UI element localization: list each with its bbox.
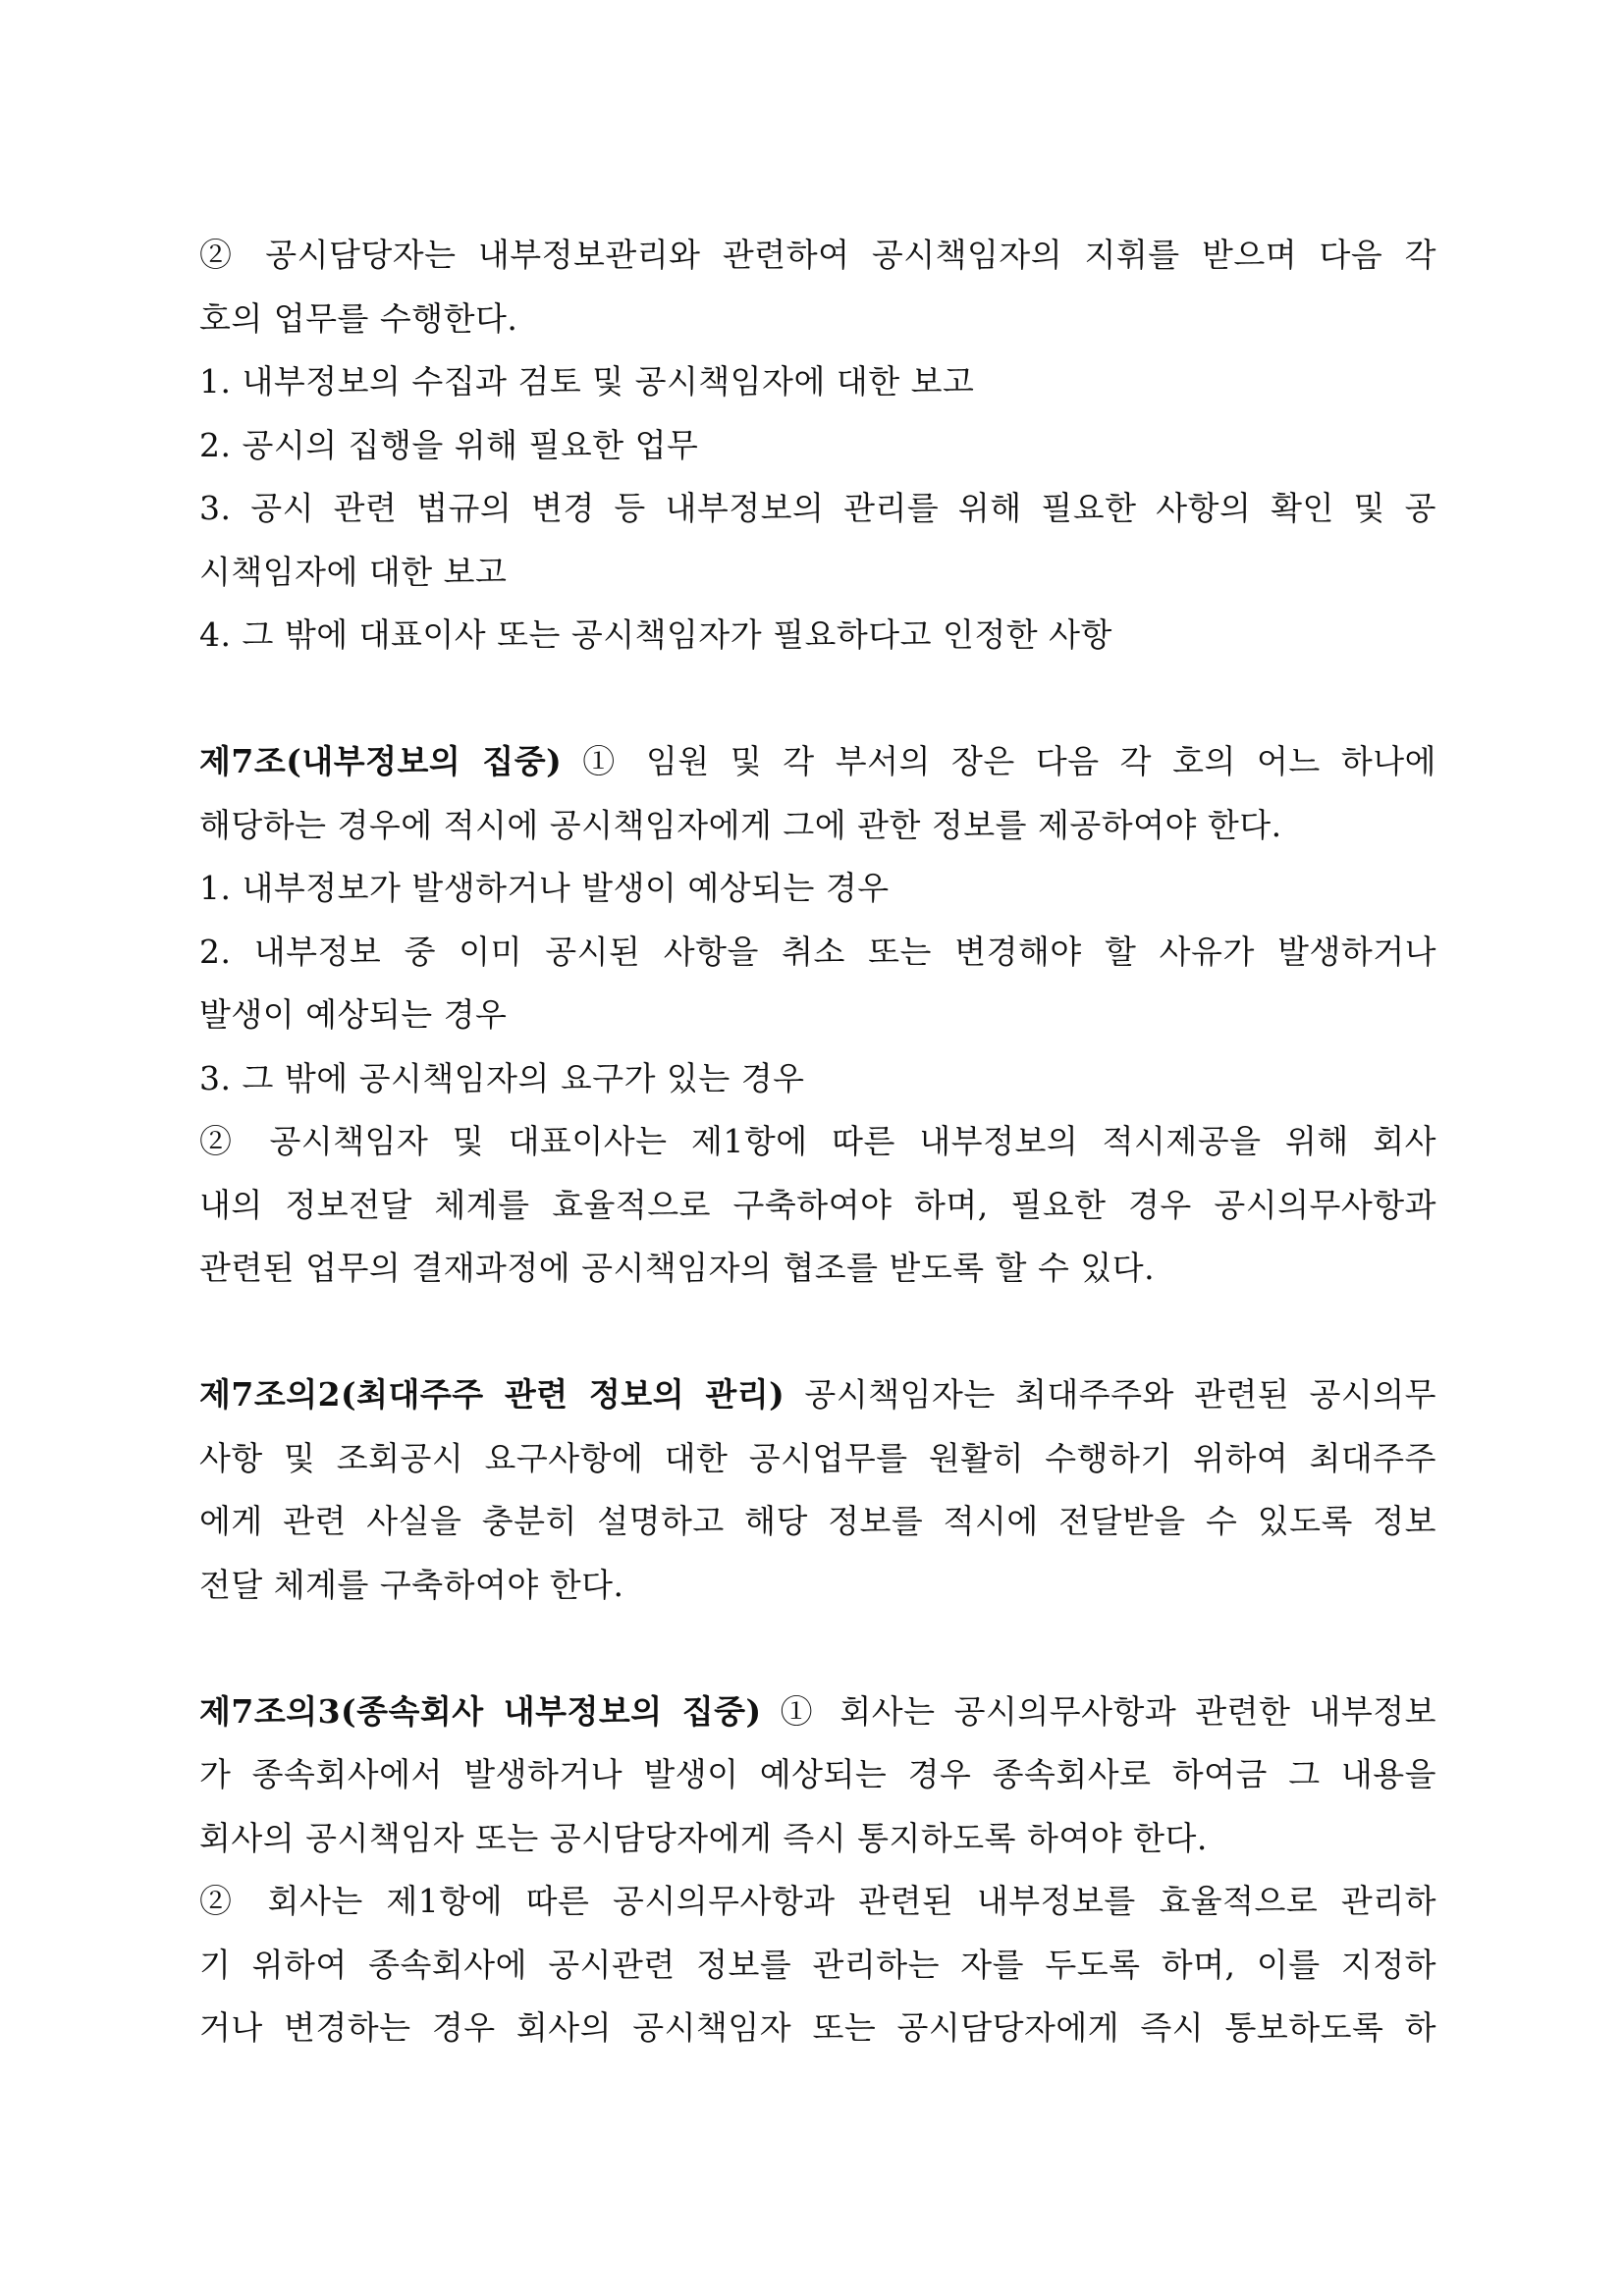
list-item: 3. 공시 관련 법규의 변경 등 내부정보의 관리를 위해 필요한 사항의 확인 및 공 [199, 489, 1436, 527]
paragraph-line: 관련된 업무의 결재과정에 공시책임자의 협조를 받도록 할 수 있다. [199, 1249, 1156, 1287]
article-7-2 [199, 1363, 1436, 1617]
article-7-3 [199, 1681, 1436, 2060]
paragraph-line: 전달 체계를 구축하여야 한다. [199, 1565, 624, 1604]
article-first-line [199, 730, 1436, 794]
paragraph-line: 거나 변경하는 경우 회사의 공시책임자 또는 공시담당자에게 즉시 통보하도록 하 [199, 2008, 1436, 2047]
paragraph-line: 에게 관련 사실을 충분히 설명하고 해당 정보를 적시에 전달받을 수 있도록 정보 [199, 1502, 1436, 1540]
article-first-line [199, 1681, 1436, 1744]
paragraph-line: 내의 정보전달 체계를 효율적으로 구축하여야 하며, 필요한 경우 공시의무사항과 [199, 1185, 1436, 1224]
article-text: ① 회사는 공시의무사항과 관련한 내부정보 [761, 1691, 1437, 1731]
paragraph-line: ② 공시담당자는 내부정보관리와 관련하여 공시책임자의 지휘를 받으며 다음 각 [199, 236, 1436, 274]
list-item: 1. 내부정보의 수집과 검토 및 공시책임자에 대한 보고 [199, 362, 975, 400]
list-item: 1. 내부정보가 발생하거나 발생이 예상되는 경우 [199, 869, 890, 907]
article-first-line [199, 1363, 1436, 1427]
paragraph-line: ② 공시책임자 및 대표이사는 제1항에 따른 내부정보의 적시제공을 위해 회사 [199, 1122, 1436, 1160]
paragraph-line: 기 위하여 종속회사에 공시관련 정보를 관리하는 자를 두도록 하며, 이를 지정하 [199, 1945, 1436, 1984]
paragraph-line: 사항 및 조회공시 요구사항에 대한 공시업무를 원활히 수행하기 위하여 최대주주 [199, 1438, 1436, 1477]
section-gap [199, 667, 1436, 731]
article-heading: 제7조의2(최대주주 관련 정보의 관리) [199, 1375, 785, 1414]
section-gap [199, 1301, 1436, 1364]
paragraph-line: ② 회사는 제1항에 따른 공시의무사항과 관련된 내부정보를 효율적으로 관리하 [199, 1882, 1436, 1920]
list-item: 2. 내부정보 중 이미 공시된 사항을 취소 또는 변경해야 할 사유가 발생하거나 [199, 932, 1436, 971]
paragraph-line: 회사의 공시책임자 또는 공시담당자에게 즉시 통지하도록 하여야 한다. [199, 1818, 1208, 1857]
list-item: 4. 그 밖에 대표이사 또는 공시책임자가 필요하다고 인정한 사항 [199, 615, 1112, 654]
list-item-continuation: 시책임자에 대한 보고 [199, 552, 508, 591]
paragraph-line: 가 종속회사에서 발생하거나 발생이 예상되는 경우 종속회사로 하여금 그 내용을 [199, 1755, 1436, 1793]
document-body [199, 224, 1436, 2060]
list-item: 3. 그 밖에 공시책임자의 요구가 있는 경우 [199, 1058, 805, 1097]
list-item-continuation: 발생이 예상되는 경우 [199, 995, 508, 1034]
paragraph-line: 호의 업무를 수행한다. [199, 298, 518, 338]
section-gap [199, 1617, 1436, 1681]
section-prev [199, 224, 1436, 667]
paragraph-line: 해당하는 경우에 적시에 공시책임자에게 그에 관한 정보를 제공하여야 한다. [199, 805, 1282, 844]
article-heading: 제7조의3(종속회사 내부정보의 집중) [199, 1691, 762, 1731]
article-7 [199, 730, 1436, 1301]
article-text: ① 임원 및 각 부서의 장은 다음 각 호의 어느 하나에 [562, 742, 1436, 780]
article-heading: 제7조(내부정보의 집중) [199, 742, 563, 780]
list-item: 2. 공시의 집행을 위해 필요한 업무 [199, 425, 699, 464]
article-text: 공시책임자는 최대주주와 관련된 공시의무 [785, 1375, 1436, 1414]
